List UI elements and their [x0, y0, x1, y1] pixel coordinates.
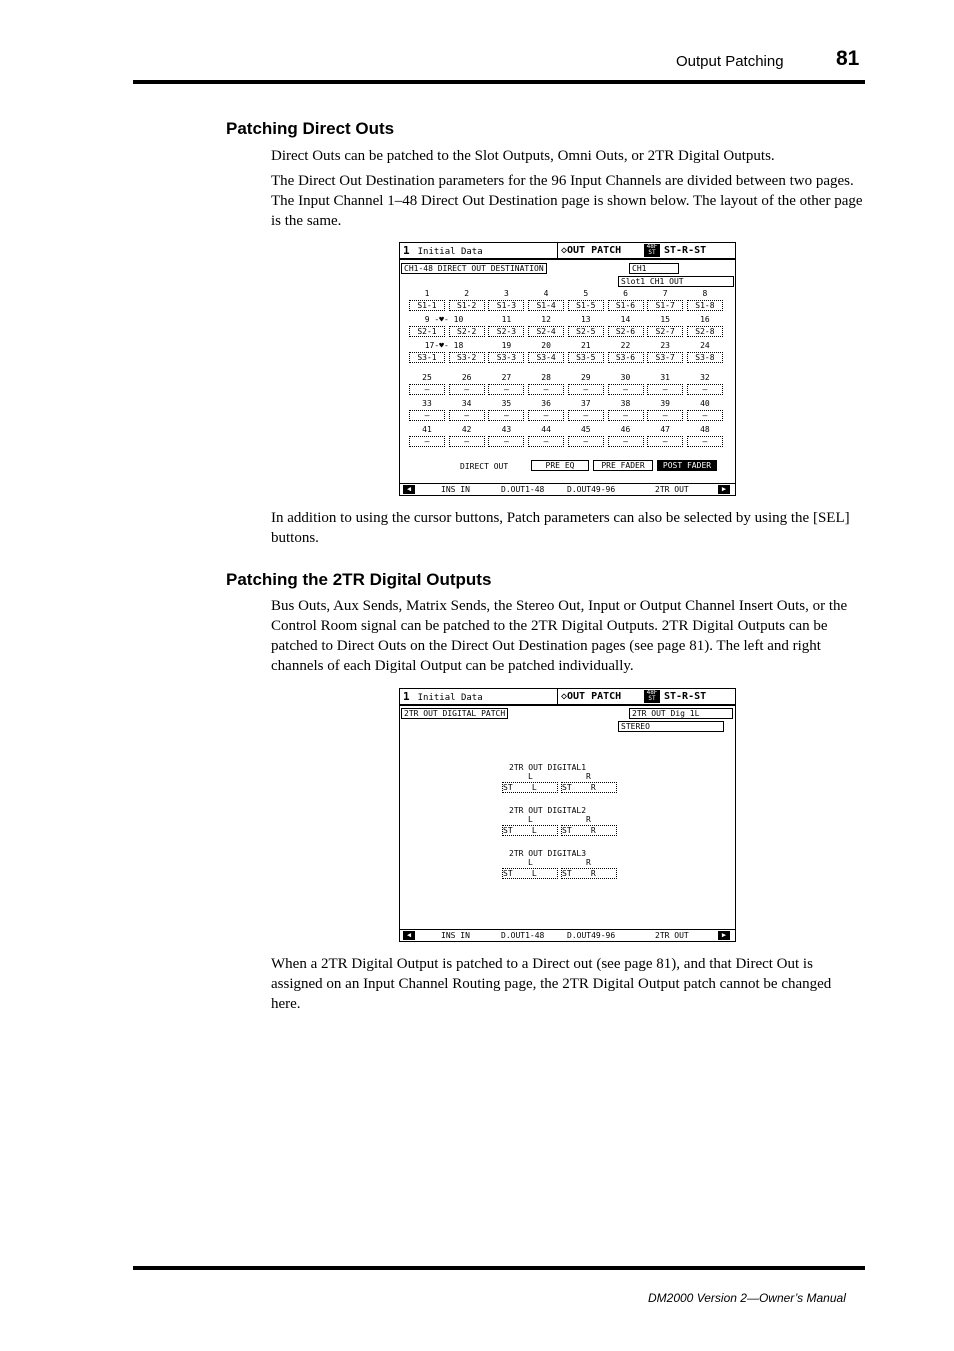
mode-label: ST-R-ST: [664, 245, 707, 256]
patch-cell[interactable]: –: [488, 436, 524, 447]
tab-ins-in[interactable]: INS IN: [441, 931, 470, 940]
paragraph: In addition to using the cursor buttons, Patch parameters can also be selected by using the [SEL] buttons.: [271, 510, 850, 546]
tab-left-arrow-icon[interactable]: ◀: [403, 931, 415, 940]
channel-number: 26: [461, 373, 472, 382]
tab-dout-49-96[interactable]: D.OUT49-96: [567, 485, 616, 494]
patch-cell[interactable]: S3-4: [528, 352, 564, 363]
channel-number: 42: [461, 425, 472, 434]
digital-patch-right[interactable]: ST R: [561, 782, 617, 793]
patch-cell[interactable]: –: [608, 436, 644, 447]
patch-cell[interactable]: S3-8: [687, 352, 723, 363]
header-rule: [133, 80, 865, 84]
channel-number: 28: [541, 373, 551, 382]
patch-cell[interactable]: –: [409, 436, 445, 447]
patch-cell[interactable]: S2-7: [647, 326, 683, 337]
channel-number: 23: [660, 341, 670, 350]
lcd-header: [400, 243, 735, 260]
section-heading-direct-outs: Patching Direct Outs: [226, 119, 395, 138]
channel-number: 47: [660, 425, 670, 434]
tab-bar: [400, 929, 735, 941]
patch-cell[interactable]: S2-3: [488, 326, 524, 337]
patch-cell[interactable]: –: [568, 410, 604, 421]
slot-readout: Slot1 CH1 OUT: [618, 276, 734, 287]
patch-cell[interactable]: S3-7: [647, 352, 683, 363]
section-heading-2tr-outputs: Patching the 2TR Digital Outputs: [226, 570, 492, 589]
paragraph: Bus Outs, Aux Sends, Matrix Sends, the Stereo Out, Input or Output Channel Insert Outs, or the Control Room signal can be patched to the 2TR Digital Outputs. 2TR Digital Outputs can be patched to Direct Outs on the Direct Out Destination pages (see page 81). The left and right channels of each Digital Output can be patched individually.: [271, 598, 848, 674]
right-label: R: [586, 772, 591, 781]
patch-cell[interactable]: S1-6: [608, 300, 644, 311]
group-label: 2TR OUT DIGITAL2: [509, 806, 587, 815]
patch-cell[interactable]: S2-2: [449, 326, 485, 337]
channel-number: 3: [503, 289, 509, 298]
tab-left-arrow-icon[interactable]: ◀: [403, 485, 415, 494]
paragraph: The Direct Out Destination parameters for the 96 Input Channels are divided between two pages. The Input Channel 1–48 Direct Out Destination page is shown below. The layout of the other page is the same.: [271, 173, 863, 229]
patch-cell[interactable]: S3-5: [568, 352, 604, 363]
patch-cell[interactable]: S2-1: [409, 326, 445, 337]
patch-cell[interactable]: S1-1: [409, 300, 445, 311]
patch-cell[interactable]: –: [409, 384, 445, 395]
channel-number: 31: [660, 373, 670, 382]
patch-cell[interactable]: –: [647, 436, 683, 447]
patch-cell[interactable]: S2-6: [608, 326, 644, 337]
channel-number: 48: [700, 425, 710, 434]
channel-number: 32: [700, 373, 710, 382]
patch-cell[interactable]: –: [687, 410, 723, 421]
channel-number: 46: [620, 425, 631, 434]
patch-cell[interactable]: S2-5: [568, 326, 604, 337]
patch-cell[interactable]: S2-4: [528, 326, 564, 337]
channel-number: 13: [580, 315, 591, 324]
channel-number: 11: [501, 315, 512, 324]
page-header-title: Output Patching: [676, 53, 784, 70]
digital-patch-right[interactable]: ST R: [561, 825, 617, 836]
patch-cell[interactable]: –: [647, 384, 683, 395]
function-name: ◇OUT PATCH: [557, 689, 643, 704]
patch-cell[interactable]: –: [647, 410, 683, 421]
paragraph: Direct Outs can be patched to the Slot Outputs, Omni Outs, or 2TR Digital Outputs.: [271, 148, 775, 164]
patch-cell[interactable]: S2-8: [687, 326, 723, 337]
page-title: CH1-48 DIRECT OUT DESTINATION: [401, 263, 547, 274]
patch-cell[interactable]: –: [449, 410, 485, 421]
channel-number: 44: [541, 425, 551, 434]
channel-number: 4: [543, 289, 549, 298]
post-fader-button[interactable]: POST FADER: [657, 460, 717, 471]
patch-cell[interactable]: S1-3: [488, 300, 524, 311]
channel-number: 36: [541, 399, 551, 408]
scene-name: 1 Initial Data: [403, 244, 483, 257]
tab-dout-1-48[interactable]: D.OUT1-48: [501, 485, 545, 494]
pre-fader-button[interactable]: PRE FADER: [593, 460, 653, 471]
tab-2tr-out[interactable]: 2TR OUT: [655, 485, 689, 494]
tab-2tr-out[interactable]: 2TR OUT: [655, 931, 689, 940]
tab-ins-in[interactable]: INS IN: [441, 485, 470, 494]
channel-number: 41: [422, 425, 432, 434]
2tr-out-digital-patch-screen: [399, 688, 736, 942]
direct-out-label: DIRECT OUT: [460, 462, 509, 471]
patch-cell[interactable]: S1-4: [528, 300, 564, 311]
channel-number: 22: [620, 341, 631, 350]
digital-output-select[interactable]: 2TR OUT Dig 1L: [629, 708, 733, 719]
digital-patch-left[interactable]: ST L: [502, 782, 558, 793]
channel-number: 19: [501, 341, 512, 350]
channel-number: 34: [461, 399, 472, 408]
left-label: L: [528, 772, 533, 781]
patch-cell[interactable]: S3-6: [608, 352, 644, 363]
patch-cell[interactable]: –: [687, 384, 723, 395]
channel-number: 24: [700, 341, 710, 350]
digital-patch-left[interactable]: ST L: [502, 868, 558, 879]
group-label: 2TR OUT DIGITAL1: [509, 763, 587, 772]
patch-cell[interactable]: S1-8: [687, 300, 723, 311]
group-label: 2TR OUT DIGITAL3: [509, 849, 587, 858]
patch-cell[interactable]: –: [608, 384, 644, 395]
channel-number: 20: [541, 341, 551, 350]
channel-number: 35: [501, 399, 512, 408]
channel-number: 43: [501, 425, 512, 434]
patch-cell[interactable]: –: [488, 410, 524, 421]
channel-select[interactable]: CH1: [629, 263, 679, 274]
channel-number: 39: [660, 399, 670, 408]
channel-number: 15: [660, 315, 670, 324]
channel-number: 9 -♥- 10: [424, 315, 464, 324]
patch-cell[interactable]: –: [488, 384, 524, 395]
channel-number: 30: [620, 373, 631, 382]
channel-number: 37: [580, 399, 591, 408]
tab-bar: [400, 483, 735, 495]
footer-text: DM2000 Version 2—Owner’s Manual: [648, 1291, 846, 1305]
right-label: R: [586, 815, 591, 824]
channel-number: 45: [580, 425, 591, 434]
patch-cell[interactable]: –: [608, 410, 644, 421]
tab-dout-49-96[interactable]: D.OUT49-96: [567, 931, 616, 940]
left-label: L: [528, 815, 533, 824]
channel-number: 12: [541, 315, 551, 324]
channel-number: 2: [464, 289, 470, 298]
mode-label: ST-R-ST: [664, 691, 707, 702]
channel-number: 16: [700, 315, 710, 324]
patch-cell[interactable]: S1-5: [568, 300, 604, 311]
left-label: L: [528, 858, 533, 867]
channel-number: 29: [580, 373, 591, 382]
patch-cell[interactable]: –: [687, 436, 723, 447]
patch-cell[interactable]: –: [568, 384, 604, 395]
stereo-readout: STEREO: [618, 721, 724, 732]
channel-number: 27: [501, 373, 512, 382]
page-number: 81: [836, 47, 860, 70]
channel-number: 8: [702, 289, 708, 298]
footer-rule: [133, 1266, 865, 1270]
channel-number: 14: [620, 315, 631, 324]
patch-cell[interactable]: S1-7: [647, 300, 683, 311]
patch-cell[interactable]: –: [528, 410, 564, 421]
patch-cell[interactable]: –: [449, 436, 485, 447]
channel-number: 1: [424, 289, 430, 298]
patch-cell[interactable]: S3-2: [449, 352, 485, 363]
scene-name: 1 Initial Data: [403, 690, 483, 703]
patch-cell[interactable]: –: [409, 410, 445, 421]
channel-number: 25: [422, 373, 432, 382]
channel-number: 40: [700, 399, 710, 408]
lcd-header: [400, 689, 735, 706]
patch-cell[interactable]: –: [528, 384, 564, 395]
patch-cell[interactable]: S3-1: [409, 352, 445, 363]
paragraph: When a 2TR Digital Output is patched to a Direct out (see page 81), and that Direct Out is assigned on an Input Channel Routing page, the 2TR Digital Output patch cannot be changed here.: [271, 956, 832, 1012]
tab-dout-1-48[interactable]: D.OUT1-48: [501, 931, 545, 940]
page-title: 2TR OUT DIGITAL PATCH: [401, 708, 508, 719]
right-label: R: [586, 858, 591, 867]
patch-cell[interactable]: S3-3: [488, 352, 524, 363]
channel-number: 33: [422, 399, 432, 408]
channel-number: 38: [620, 399, 631, 408]
tab-right-arrow-icon[interactable]: ▶: [718, 485, 730, 494]
channel-number: 5: [583, 289, 589, 298]
tab-right-arrow-icon[interactable]: ▶: [718, 931, 730, 940]
direct-out-destination-screen: [399, 242, 736, 496]
patch-cell[interactable]: S1-2: [449, 300, 485, 311]
digital-patch-left[interactable]: ST L: [502, 825, 558, 836]
pre-eq-button[interactable]: PRE EQ: [531, 460, 589, 471]
layer-badge: 48F ST: [644, 690, 660, 703]
channel-number: 7: [662, 289, 668, 298]
channel-number: 17-♥- 18: [424, 341, 464, 350]
patch-cell[interactable]: –: [528, 436, 564, 447]
layer-badge: 48F ST: [644, 244, 660, 257]
patch-cell[interactable]: –: [568, 436, 604, 447]
channel-number: 6: [623, 289, 628, 298]
channel-number: 21: [580, 341, 591, 350]
function-name: ◇OUT PATCH: [557, 243, 643, 258]
patch-cell[interactable]: –: [449, 384, 485, 395]
digital-patch-right[interactable]: ST R: [561, 868, 617, 879]
